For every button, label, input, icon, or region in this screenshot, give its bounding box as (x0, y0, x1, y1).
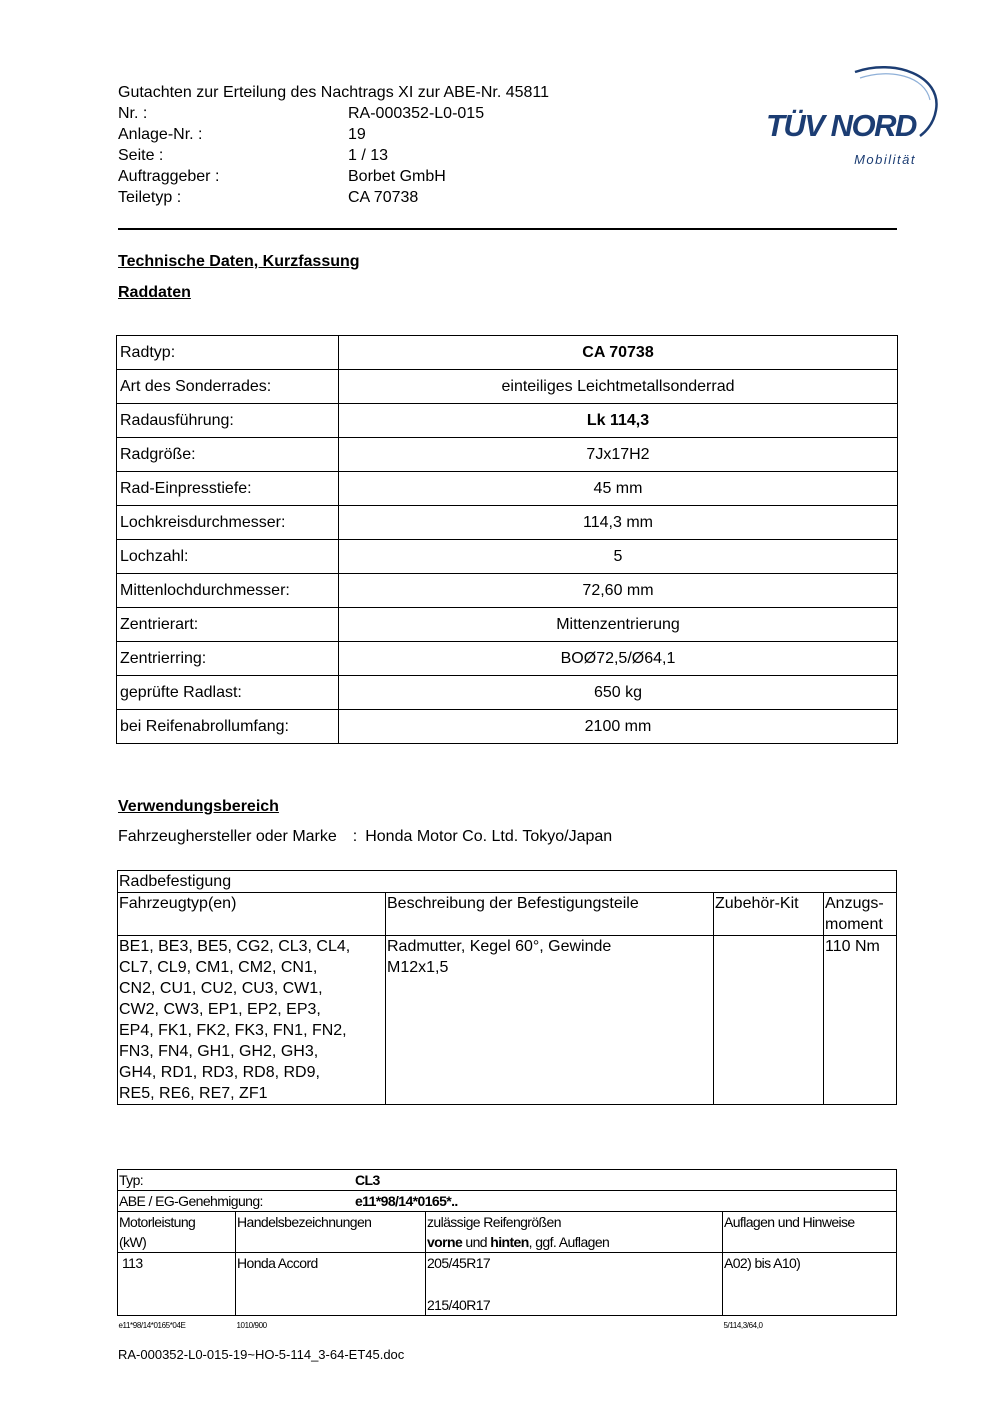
table-row: Radgröße: 7Jx17H2 (117, 438, 898, 472)
logo-wordmark: TÜV NORD (766, 108, 916, 143)
header-title: Gutachten zur Erteilung des Nachtrags XI zur ABE-Nr. 45811 (118, 84, 550, 101)
table-row: geprüfte Radlast: 650 kg (117, 676, 898, 710)
table-header-row: Motorleistung (kW) Handelsbezeichnungen zulässige Reifengrößen vorne und hinten, ggf. Auflagen Auflagen und Hinweise (118, 1212, 897, 1253)
table-row: Radbefestigung (118, 871, 897, 893)
tuv-nord-logo (760, 58, 942, 178)
table-row: BE1, BE3, BE5, CG2, CL3, CL4, CL7, CL9, CM1, CM2, CN1, CN2, CU1, CU2, CU3, CW1, CW2, CW3, EP1, EP2, EP3, EP4, FK1, FK2, FK3, FN1, FN2, FN3, FN4, GH1, GH2, GH3, GH4, RD1, RD3, RD8, RD9, RE5, RE6, RE7, ZF1 Radmutter, Kegel 60°, Gewinde M12x1,5 110 Nm (118, 936, 897, 1105)
raddaten-table (116, 335, 898, 744)
radbefestigung-table (117, 870, 897, 1105)
section-heading: Technische Daten, Kurzfassung (118, 253, 360, 270)
header-row-anlage: Anlage-Nr. : 19 (118, 126, 366, 143)
header-divider (118, 228, 897, 230)
header-row-teiletyp: Teiletyp : CA 70738 (118, 189, 419, 206)
table-row: Rad-Einpresstiefe: 45 mm (117, 472, 898, 506)
table-row: Radtyp: CA 70738 (117, 336, 898, 370)
header-row-auftraggeber: Auftraggeber : Borbet GmbH (118, 168, 446, 185)
typ-table (117, 1169, 897, 1336)
section-subheading: Raddaten (118, 284, 191, 301)
logo-subtitle: Mobilität (854, 152, 916, 167)
hersteller-line: Fahrzeughersteller oder Marke : Honda Motor Co. Ltd. Tokyo/Japan (118, 828, 613, 845)
table-row: Art des Sonderrades: einteiliges Leichtmetallsonderrad (117, 370, 898, 404)
table-row: Zentrierring: BOØ72,5/Ø64,1 (117, 642, 898, 676)
table-row: ABE / EG-Genehmigung: e11*98/14*0165*.. (118, 1191, 897, 1212)
table-row: Lochzahl: 5 (117, 540, 898, 574)
footer-filename: RA-000352-L0-015-19~HO-5-114_3-64-ET45.doc (118, 1347, 405, 1362)
table-row: Lochkreisdurchmesser: 114,3 mm (117, 506, 898, 540)
table-row: Typ: CL3 (118, 1170, 897, 1191)
table-row: Zentrierart: Mittenzentrierung (117, 608, 898, 642)
table-header-row: Fahrzeugtyp(en) Beschreibung der Befestigungsteile Zubehör-Kit Anzugs- moment (118, 893, 897, 936)
table-footnote-row: e11*98/14*0165*04E 1010/900 5/114,3/64,0 (118, 1321, 763, 1330)
table-row: Mittenlochdurchmesser: 72,60 mm (117, 574, 898, 608)
verwendung-heading: Verwendungsbereich (118, 798, 279, 815)
header-row-seite: Seite : 1 / 13 (118, 147, 389, 164)
table-row: Radausführung: Lk 114,3 (117, 404, 898, 438)
table-row: 113 Honda Accord 205/45R17 215/40R17 A02) bis A10) (118, 1253, 897, 1316)
table-row: bei Reifenabrollumfang: 2100 mm (117, 710, 898, 744)
document-header (118, 82, 549, 208)
header-row-nr: Nr. : RA-000352-L0-015 (118, 105, 485, 122)
